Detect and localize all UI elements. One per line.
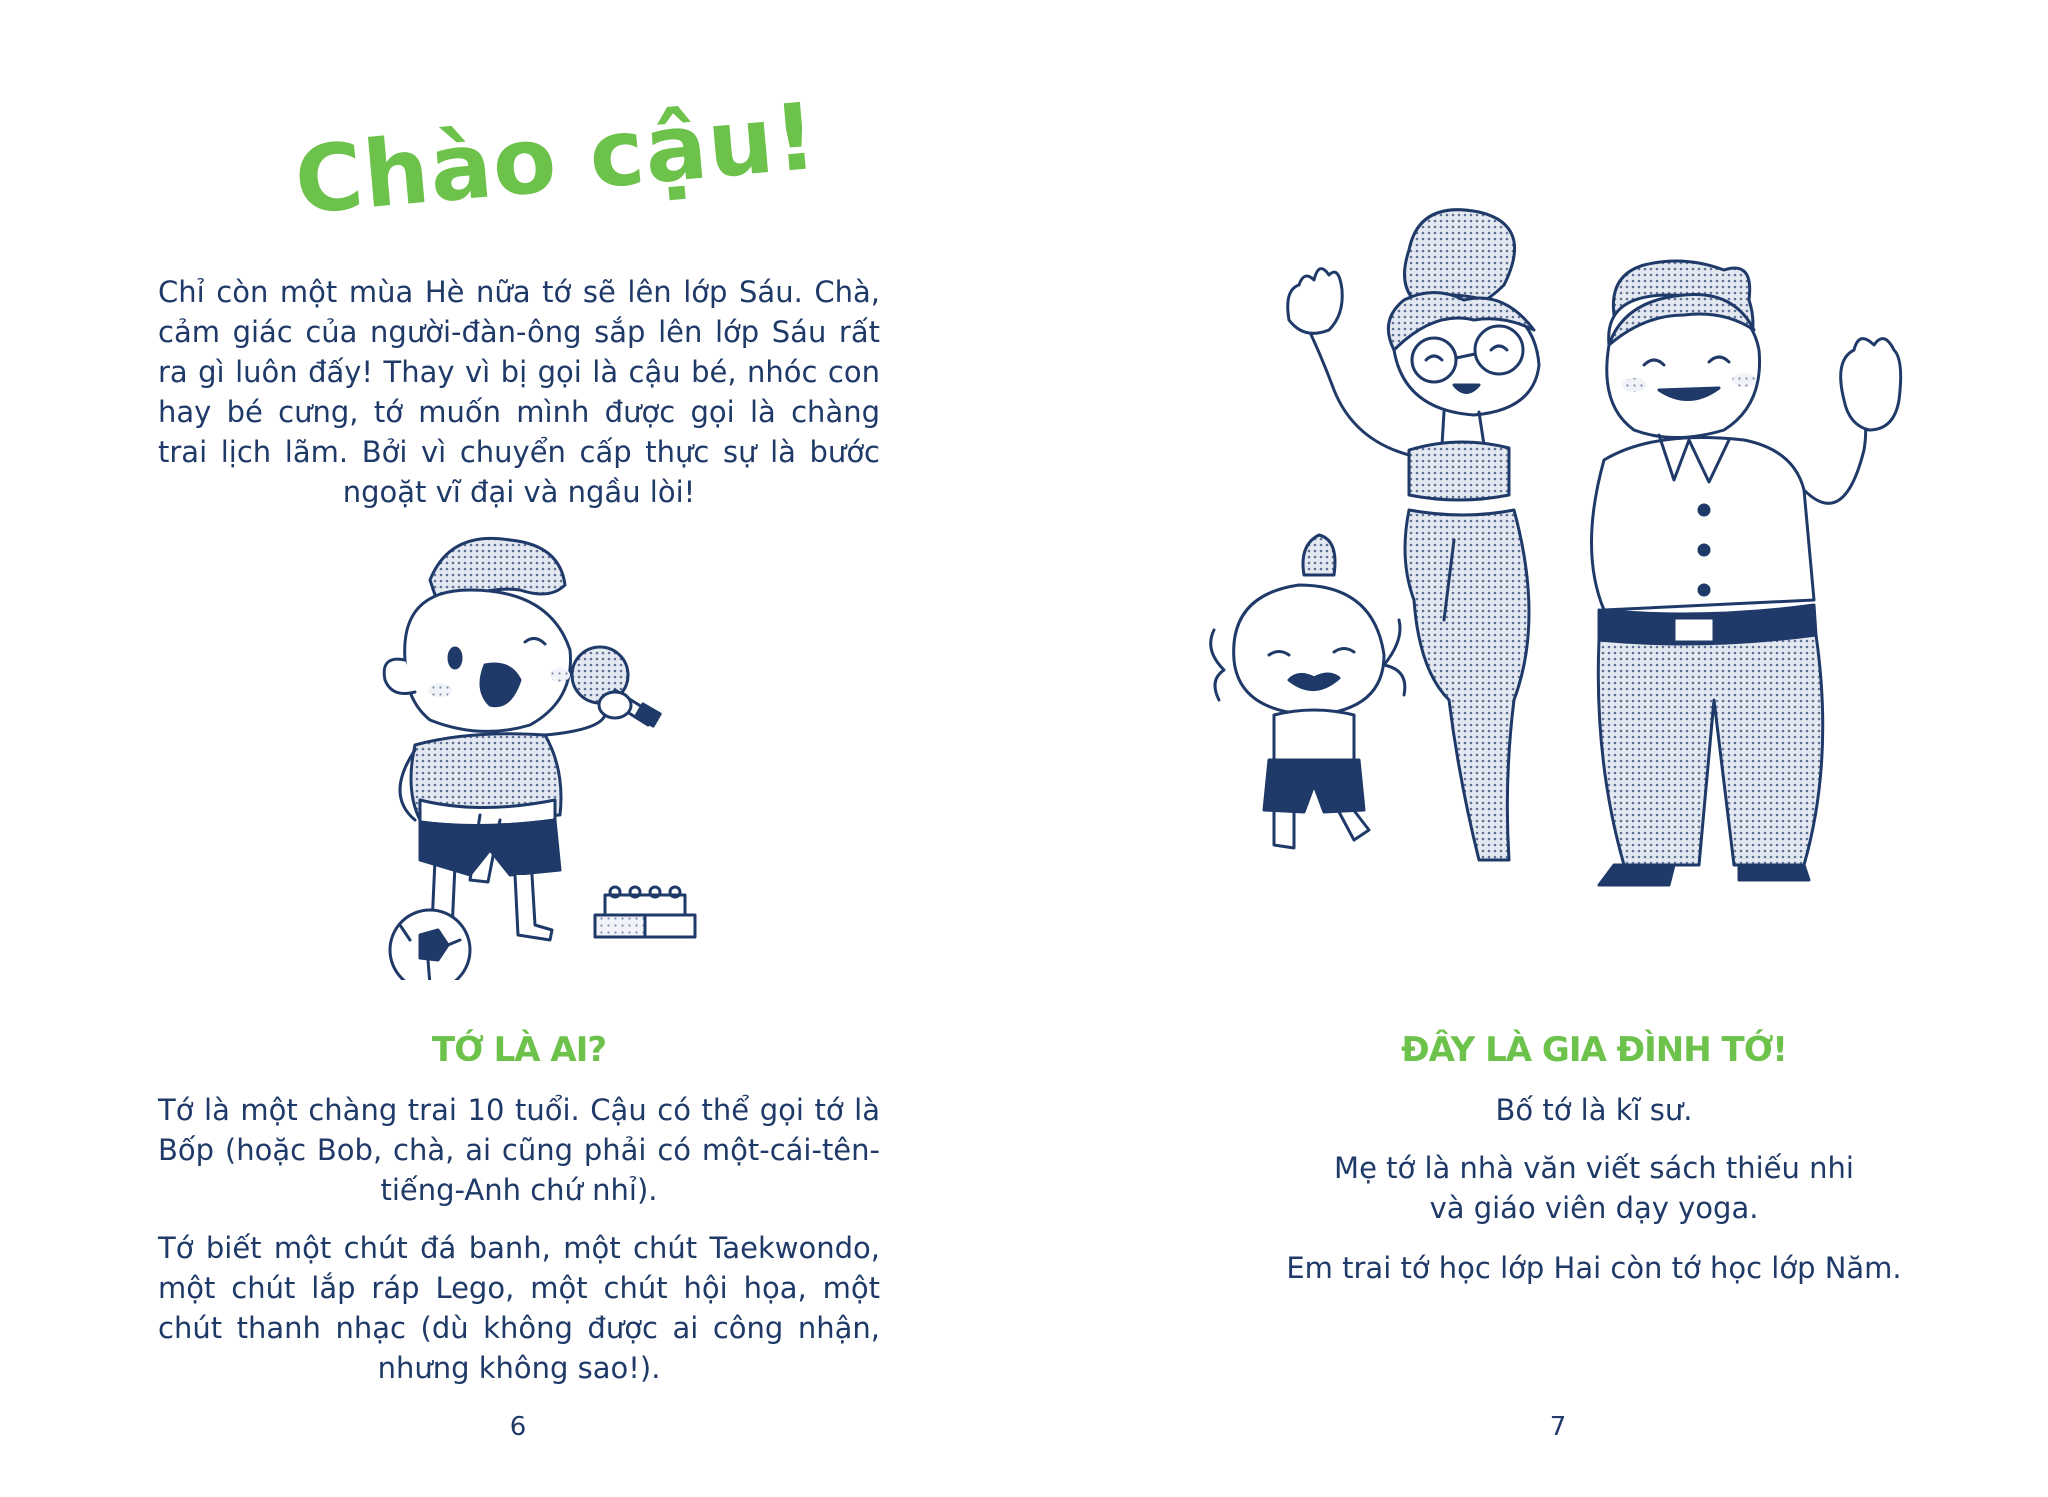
page-number: 7	[1549, 1412, 1567, 1442]
page-number: 6	[509, 1412, 527, 1442]
family-illustration	[1204, 200, 1944, 900]
boy-singing-illustration	[360, 530, 740, 980]
family-line-brother: Em trai tớ học lớp Hai còn tớ học lớp Năm.	[1286, 1251, 1902, 1285]
family-line-mother: Mẹ tớ là nhà văn viết sách thiếu nhi và giáo viên dạy yoga.	[1334, 1151, 1854, 1225]
section-heading-family: ĐÂY LÀ GIA ĐÌNH TỚ!	[1401, 1030, 1787, 1070]
intro-paragraph: Chỉ còn một mùa Hè nữa tớ sẽ lên lớp Sáu. Chà, cảm giác của người-đàn-ông sắp lên lớp Sáu rất ra gì luôn đấy! Thay vì bị gọi là cậu bé, nhóc con hay bé cưng, tớ muốn mình được gọi là chàng trai lịch lãm. Bởi vì chuyển cấp thực sự là bước ngoặt vĩ đại và ngầu lòi!	[158, 275, 880, 509]
right-page	[1024, 0, 2048, 1497]
section-heading-who: TỚ LÀ AI?	[431, 1030, 607, 1070]
who-paragraph-2: Tớ biết một chút đá banh, một chút Taekwondo, một chút lắp ráp Lego, một chút hội họa, một chút thanh nhạc (dù không được ai công nhận, nhưng không sao!).	[158, 1231, 880, 1385]
who-paragraph-1: Tớ là một chàng trai 10 tuổi. Cậu có thể gọi tớ là Bốp (hoặc Bob, chà, ai cũng phải có một-cái-tên-tiếng-Anh chứ nhỉ).	[158, 1093, 880, 1207]
page-title: Chào cậu!	[290, 82, 822, 235]
family-line-father: Bố tớ là kĩ sư.	[1495, 1093, 1693, 1127]
